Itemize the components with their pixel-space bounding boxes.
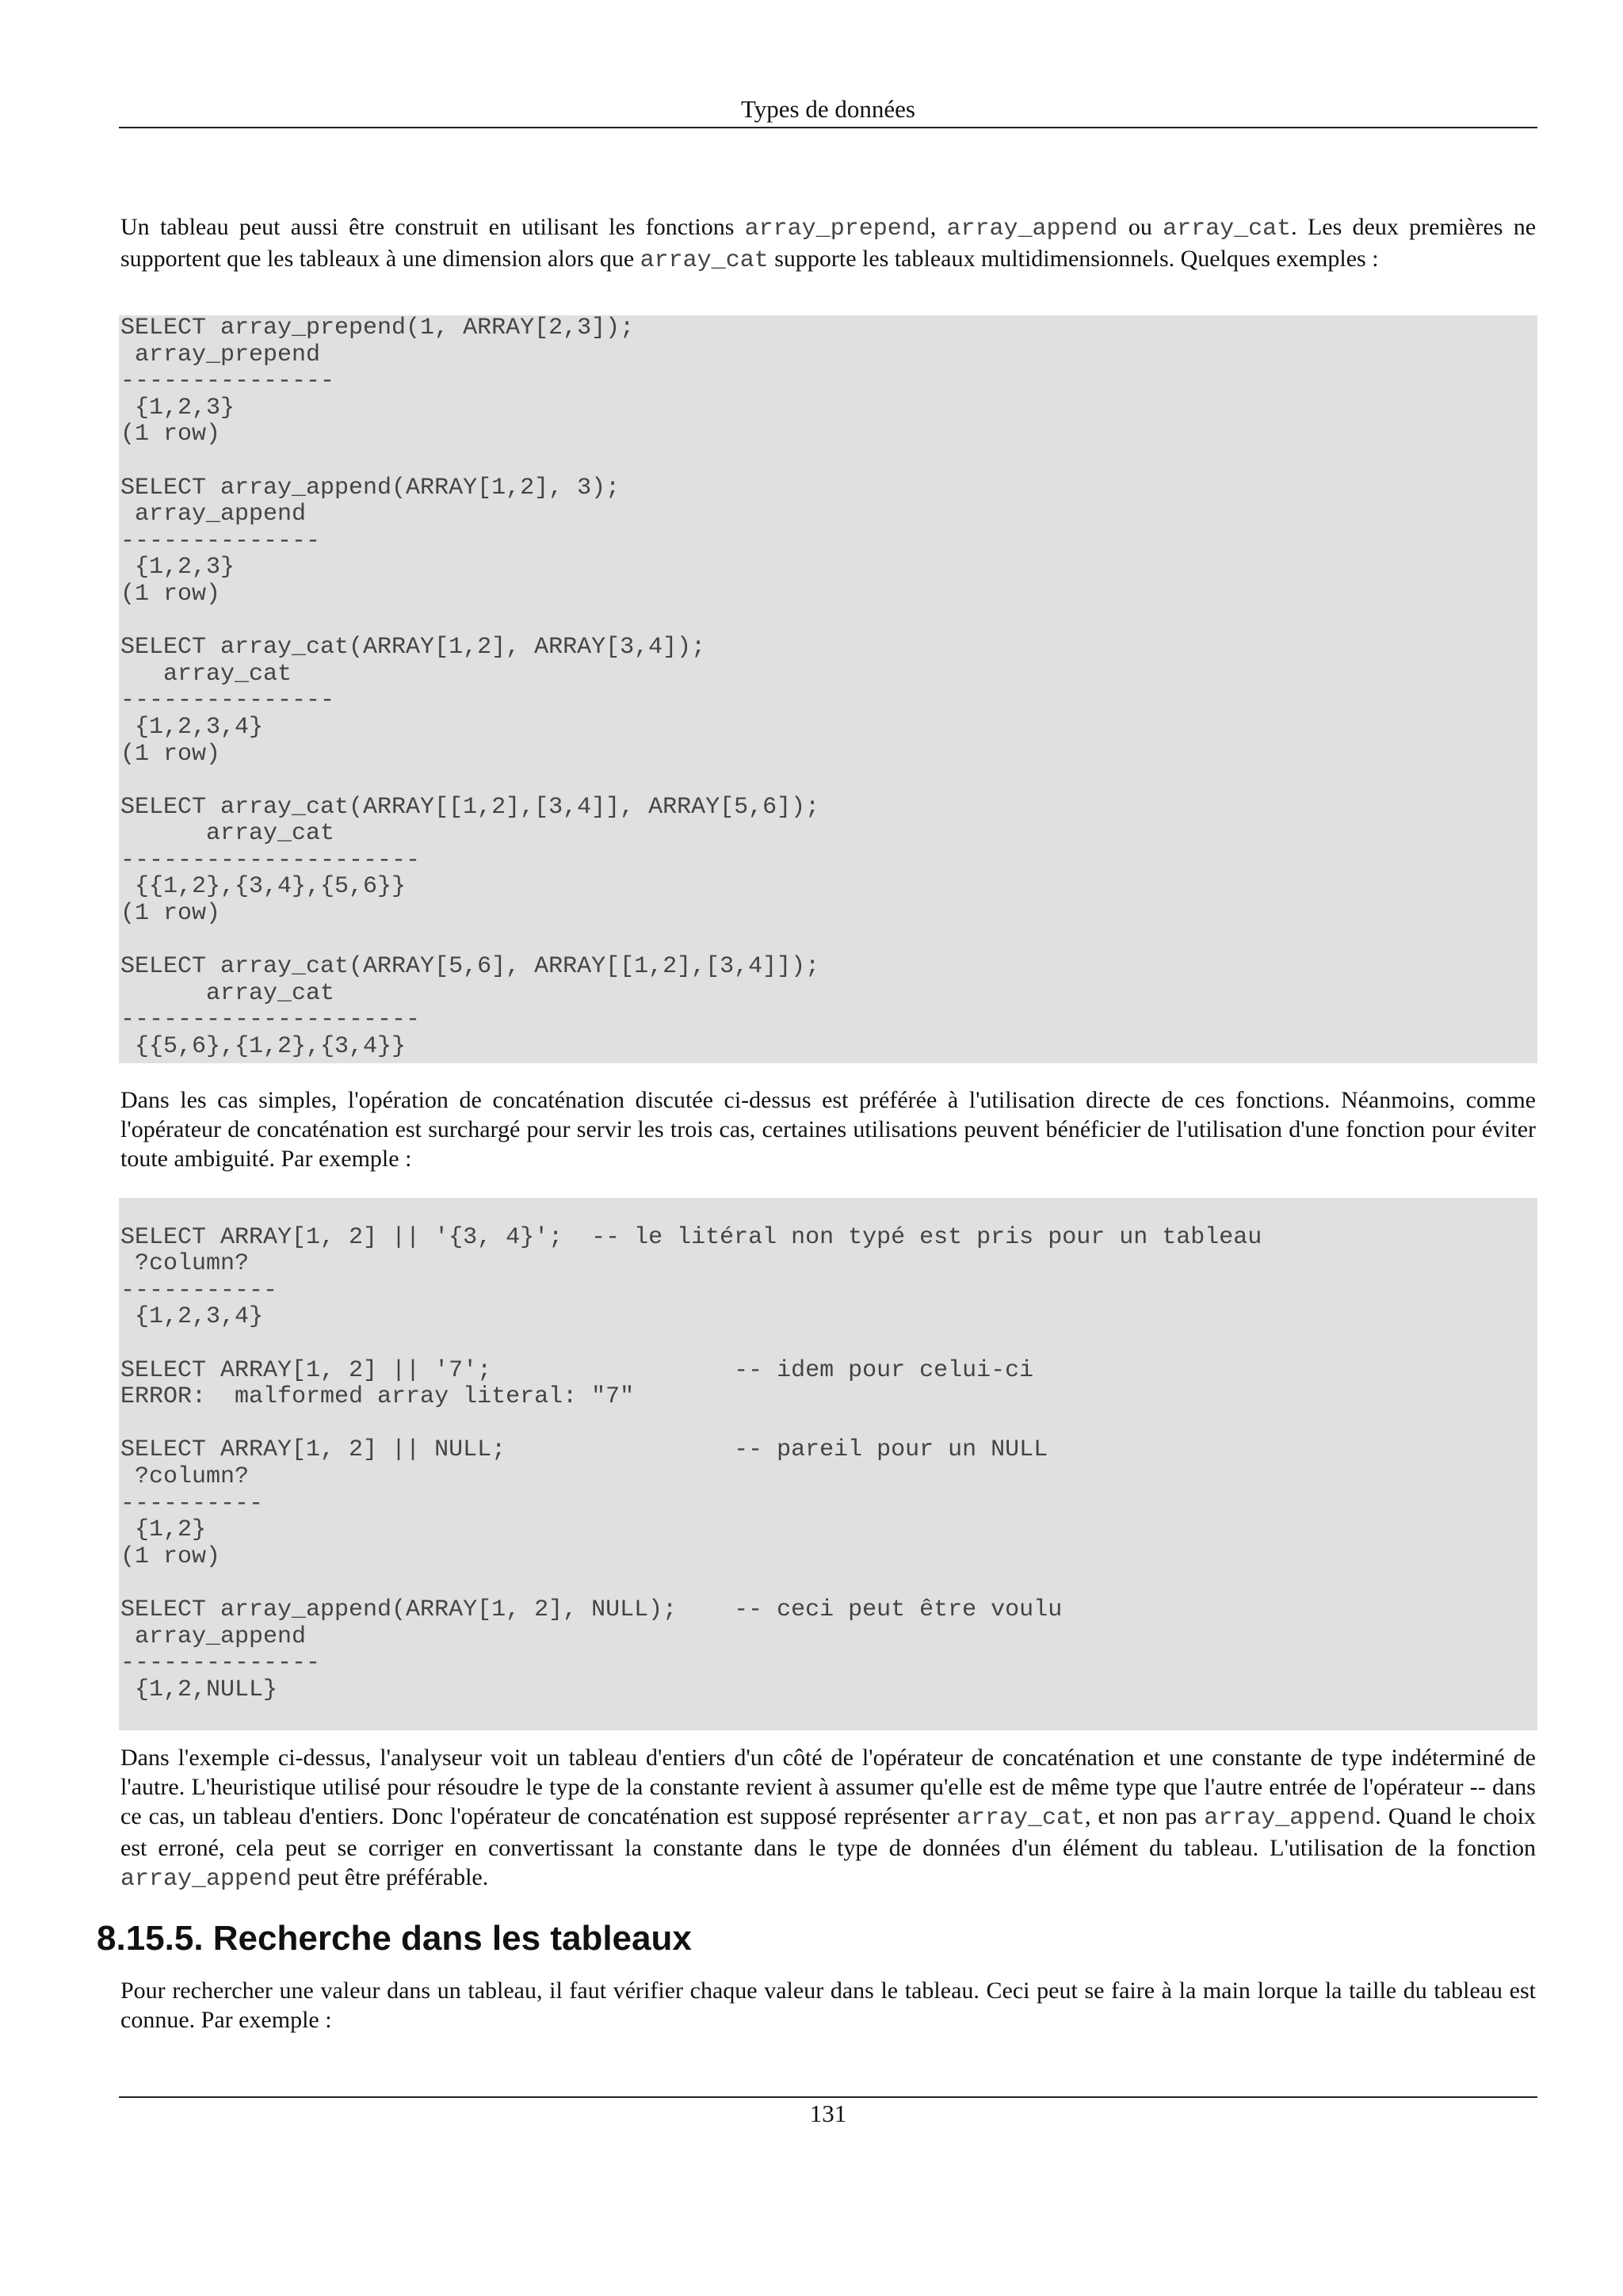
code-line: (1 row) [120,900,221,928]
code-line: {1,2,3} [120,394,235,421]
code-line: {1,2,NULL} [120,1676,278,1703]
code-line: SELECT array_append(ARRAY[1, 2], NULL); -- ceci peut être voulu [120,1596,1063,1623]
code-listing [120,1198,1537,1703]
code-line: -------------- [120,1650,321,1677]
code-example-ambiguity [119,1198,1537,1730]
code-line: SELECT ARRAY[1, 2] || '{3, 4}'; -- le litéral non typé est pris pour un tableau [120,1223,1262,1251]
code-line: array_append [120,1623,307,1650]
text-run: . Quand le choix est erroné, cela peut se corriger en convertissant la constante dans le type de données d'un élément du tableau. L'utilisation de la fonction [120,1803,1537,1861]
code-line: {1,2} [120,1516,207,1544]
code-line: ----------- [120,1276,278,1304]
code-line: array_cat [120,820,335,848]
text-run: ou [1117,214,1163,240]
text-run: Dans l'exemple ci-dessus, l'analyseur voit un tableau d'entiers d'un côté de l'opérateur de concaténation et une constante de type indéterminé de l'autre. L'heuristique utilisé pour résoudre le type de la constante revient à assumer qu'elle est de même type que l'autre entrée de l'opérateur -- dans ce cas, un tableau d'entiers. Donc l'opérateur de concaténation est supposé représenter [120,1745,1536,1829]
text-run: , et non pas [1085,1803,1205,1829]
inline-code-array-cat: array_cat [1163,215,1292,242]
code-listing [120,315,1537,1061]
concatenation-paragraph: Dans les cas simples, l'opération de concaténation discutée ci-dessus est préférée à l'utilisation directe de ces fonctions. Néanmoins, comme l'opérateur de concaténation est surchargé pour servir les trois cas, certaines utilisations peuvent bénéficier de l'utilisation d'une fonction pour éviter toute ambiguité. Par exemple : [120,1087,1536,1172]
inline-code-array-cat: array_cat [640,247,769,274]
inline-code-array-append: array_append [1204,1805,1376,1832]
code-line: array_cat [120,979,335,1007]
text-run: , [930,214,947,240]
code-line: (1 row) [120,1543,221,1570]
code-line: --------------- [120,368,335,395]
text-run: peut être préférable. [292,1864,489,1890]
code-line: {1,2,3,4} [120,1303,264,1331]
code-line: array_cat [120,660,292,688]
code-line: SELECT array_prepend(1, ARRAY[2,3]); [120,315,635,341]
code-line: -------------- [120,527,321,555]
code-line: {1,2,3} [120,554,235,582]
code-line: {{1,2},{3,4},{5,6}} [120,873,407,901]
inline-code-array-prepend: array_prepend [744,215,930,242]
code-line: --------------------- [120,1006,421,1034]
code-line: SELECT array_cat(ARRAY[1,2], ARRAY[3,4]); [120,634,706,662]
code-example-functions [119,315,1537,1063]
code-line: ?column? [120,1250,250,1278]
code-line: SELECT array_cat(ARRAY[5,6], ARRAY[[1,2],[3,4]]); [120,953,820,981]
code-line: ?column? [120,1463,250,1490]
inline-code-array-append: array_append [946,215,1118,242]
inline-code-array-append: array_append [120,1866,292,1893]
running-header: Types de données [741,95,915,123]
page-number: 131 [809,2100,847,2127]
text-run: Un tableau peut aussi être construit en utilisant les fonctions [120,214,745,240]
code-line: {1,2,3,4} [120,713,264,741]
code-line: ERROR: malformed array literal: "7" [120,1383,635,1411]
intro-paragraph [120,212,1536,276]
header-divider [119,127,1537,128]
code-line: (1 row) [120,580,221,608]
code-line: SELECT array_cat(ARRAY[[1,2],[3,4]], ARRAY[5,6]); [120,793,820,821]
code-line: (1 row) [120,421,221,448]
code-line: --------------- [120,687,335,715]
code-line: array_append [120,501,307,528]
section-heading: 8.15.5. Recherche dans les tableaux [97,1919,692,1958]
code-line: array_prepend [120,341,321,368]
code-line: --------------------- [120,846,421,874]
code-line: ---------- [120,1489,264,1517]
code-line: SELECT ARRAY[1, 2] || NULL; -- pareil pour un NULL [120,1436,1048,1464]
code-line: SELECT array_append(ARRAY[1,2], 3); [120,474,621,502]
text-run: supporte les tableaux multidimensionnels. Quelques exemples : [768,246,1379,272]
search-paragraph: Pour rechercher une valeur dans un tableau, il faut vérifier chaque valeur dans le tableau. Ceci peut se faire à la main lorque la taille du tableau est connue. Par exemple : [120,1978,1536,2033]
inline-code-array-cat: array_cat [957,1805,1086,1832]
text-run: . Les deux premières ne supportent que les tableaux à une dimension alors que [120,214,1537,272]
code-line: SELECT ARRAY[1, 2] || '7'; -- idem pour celui-ci [120,1356,1034,1384]
code-line: (1 row) [120,740,221,768]
explanation-paragraph [120,1743,1536,1894]
code-line: {{5,6},{1,2},{3,4}} [120,1033,407,1061]
